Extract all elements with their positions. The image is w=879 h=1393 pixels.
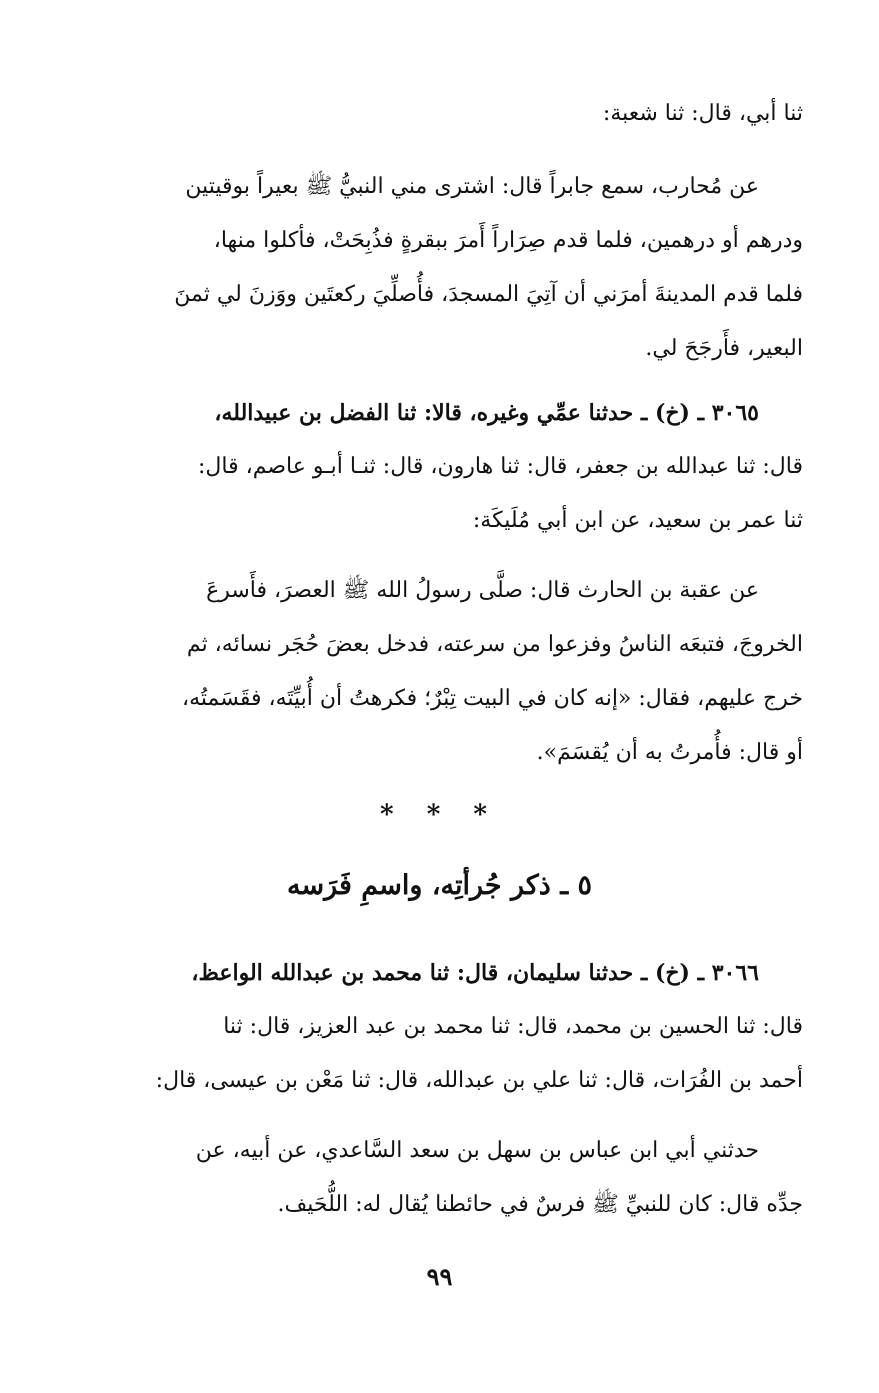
text-line: البعير، فأَرجَحَ لي.	[645, 336, 803, 361]
paragraph-jabir-hadith	[96, 160, 803, 376]
text-line: ثنا أبي، قال: ثنا شعبة:	[602, 101, 803, 126]
page-number: ٩٩	[426, 1262, 453, 1291]
paragraph-hadith-3066-chain	[96, 946, 803, 1108]
text-line: ثنا عمر بن سعيد، عن ابن أبي مُلَيكَة:	[472, 508, 803, 533]
text-line: أو قال: فأُمرتُ به أن يُقسَمَ».	[536, 740, 803, 765]
text-line: جدِّه قال: كان للنبيِّ ﷺ فرسٌ في حائطنا يُقال له: اللُّحَيف.	[277, 1192, 803, 1217]
text-line: الخروجَ، فتبعَه الناسُ وفزعوا من سرعته، فدخل بعضَ حُجَر نسائه، ثم	[186, 632, 803, 657]
section-separator: * * *	[380, 800, 499, 830]
text-line: فلما قدم المدينةَ أمرَني أن آتِيَ المسجدَ، فأُصلِّيَ ركعتَين ووَزنَ لي ثمنَ	[174, 282, 803, 307]
text-line: قال: ثنا الحسين بن محمد، قال: ثنا محمد بن عبد العزيز، قال: ثنا	[223, 1014, 803, 1039]
paragraph-chain-1	[96, 87, 803, 141]
text-line: قال: ثنا عبدالله بن جعفر، قال: ثنا هارون، قال: ثنـا أبـو عاصم، قال:	[198, 454, 803, 479]
text-line: حدثني أبي ابن عباس بن سهل بن سعد السَّاعدي، عن أبيه، عن	[195, 1138, 759, 1163]
paragraph-uqba-hadith	[96, 564, 803, 780]
text-line: ٣٠٦٦ ـ (خ) ـ حدثنا سليمان، قال: ثنا محمد بن عبدالله الواعظ،	[191, 960, 759, 986]
text-line: أحمد بن الفُرَات، قال: ثنا علي بن عبدالله، قال: ثنا مَعْن بن عيسى، قال:	[155, 1068, 803, 1093]
section-heading: ٥ ـ ذكر جُرأتِه، واسمِ فَرَسه	[286, 870, 593, 901]
text-line: ودرهم أو درهمين، فلما قدم صِرَاراً أَمرَ ببقرةٍ فذُبِحَتْ، فأكلوا منها،	[213, 228, 803, 253]
paragraph-lahif-hadith	[96, 1124, 803, 1232]
paragraph-hadith-3065-chain	[96, 386, 803, 548]
text-line: ٣٠٦٥ ـ (خ) ـ حدثنا عمِّي وغيره، قالا: ثنا الفضل بن عبيدالله،	[214, 400, 759, 426]
text-line: خرج عليهم، فقال: «إنه كان في البيت تِبْرٌ؛ فكرهتُ أن أُبيِّتَه، فقَسَمتُه،	[181, 686, 803, 711]
text-line: عن عقبة بن الحارث قال: صلَّى رسولُ الله ﷺ العصرَ، فأَسرعَ	[206, 578, 759, 603]
text-line: عن مُحارب، سمع جابراً قال: اشترى مني النبيُّ ﷺ بعيراً بوقيتين	[185, 174, 759, 199]
